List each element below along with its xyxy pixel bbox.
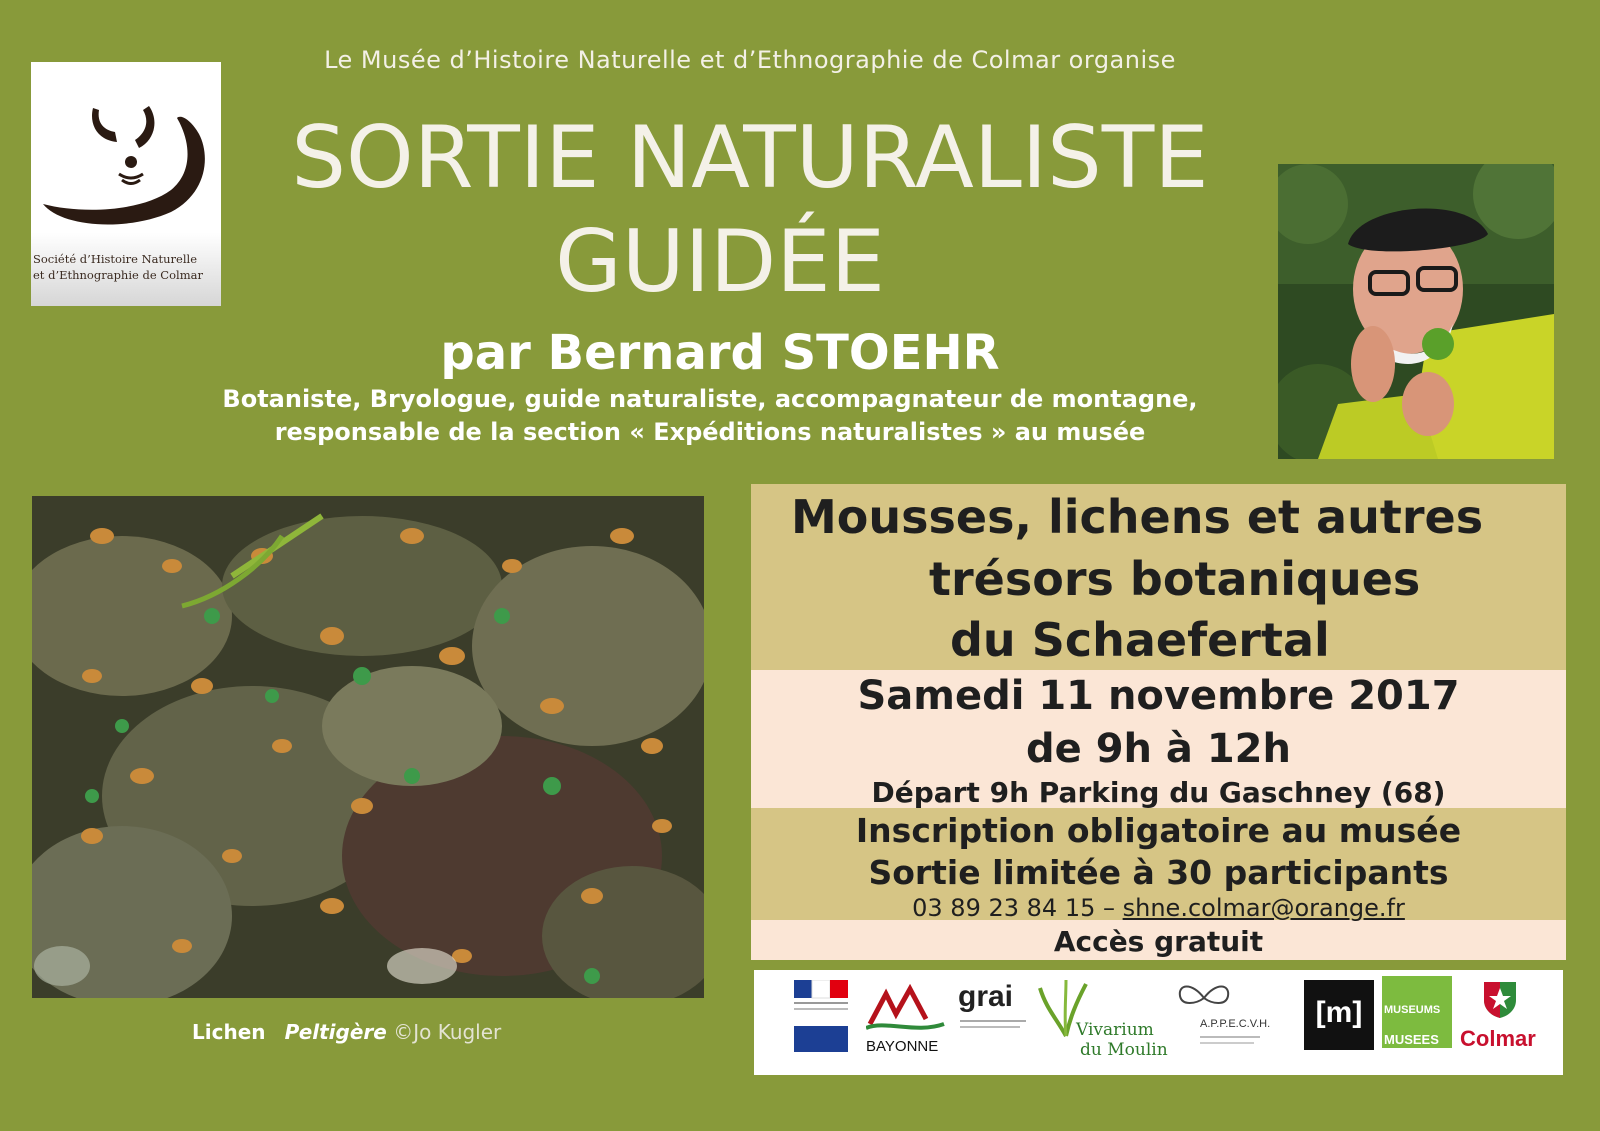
partner-logos: [754, 970, 1563, 1075]
contact-phone: 03 89 23 84 15 –: [912, 894, 1115, 922]
registration-note: Inscription obligatoire au musée: [855, 811, 1462, 850]
m-logo: [1304, 980, 1374, 1050]
grai-logo: [954, 980, 1034, 1060]
caption-label: Lichen: [192, 1020, 266, 1044]
subject-line-1: Mousses, lichens et autres: [791, 490, 1484, 544]
organiser-line: Le Musée d’Histoire Naturelle et d’Ethnographie de Colmar organise: [324, 46, 1176, 74]
french-republic-logo: [794, 980, 850, 1054]
bayonne-label: BAYONNE: [866, 1038, 939, 1055]
society-name-line-1: Société d’Histoire Naturelle: [33, 252, 198, 266]
colmar-label: Colmar: [1460, 1026, 1536, 1051]
guide-byline: par Bernard STOEHR: [440, 325, 1000, 381]
participant-limit: Sortie limitée à 30 participants: [868, 853, 1449, 892]
museums-musees-logo: [1382, 976, 1452, 1048]
bayonne-logo: [866, 984, 946, 1064]
access-note: Accès gratuit: [1053, 925, 1264, 958]
event-departure: Départ 9h Parking du Gaschney (68): [871, 776, 1446, 809]
caption-species: Peltigère: [284, 1020, 387, 1044]
photo-caption: [192, 1020, 501, 1044]
lichen-photo: [32, 496, 704, 998]
event-date: Samedi 11 novembre 2017: [857, 673, 1460, 719]
colmar-shield-icon: [1480, 980, 1520, 1020]
vivarium-name-line-1: Vivarium: [1076, 1020, 1154, 1040]
subject-line-2: trésors botaniques: [929, 552, 1421, 606]
society-name-line-2: et d’Ethnographie de Colmar: [33, 268, 203, 282]
page-title-line-2: GUIDÉE: [555, 212, 885, 312]
subject-line-3: du Schaefertal: [950, 613, 1330, 667]
butterfly-icon: [1174, 980, 1234, 1014]
french-flag-icon: [794, 980, 850, 1054]
contact-line: [751, 894, 1566, 922]
guide-role-line-1: Botaniste, Bryologue, guide naturaliste, accompagnateur de montagne,: [222, 385, 1198, 413]
guide-portrait-photo: [1278, 164, 1554, 459]
page-title-line-1: SORTIE NATURALISTE: [291, 108, 1209, 208]
appecvh-label: A.P.P.E.C.V.H.: [1200, 1018, 1271, 1030]
guide-role-line-2: responsable de la section « Expéditions naturalistes » au musée: [274, 418, 1146, 446]
museums-label-2: MUSEES: [1384, 1032, 1439, 1047]
colmar-logo: [1458, 980, 1548, 1070]
museums-label-1: MUSEUMS: [1384, 1004, 1441, 1016]
caption-credit: ©Jo Kugler: [393, 1020, 502, 1044]
vivarium-logo: [1036, 978, 1166, 1068]
m-logo-label: [m]: [1315, 996, 1363, 1029]
contact-email-link[interactable]: shne.colmar@orange.fr: [1122, 894, 1405, 922]
grai-label: grai: [958, 980, 1014, 1013]
society-logo: [31, 62, 221, 306]
event-time: de 9h à 12h: [1026, 726, 1291, 772]
appecvh-logo: [1174, 980, 1274, 1070]
vivarium-name-line-2: du Moulin: [1080, 1040, 1168, 1060]
